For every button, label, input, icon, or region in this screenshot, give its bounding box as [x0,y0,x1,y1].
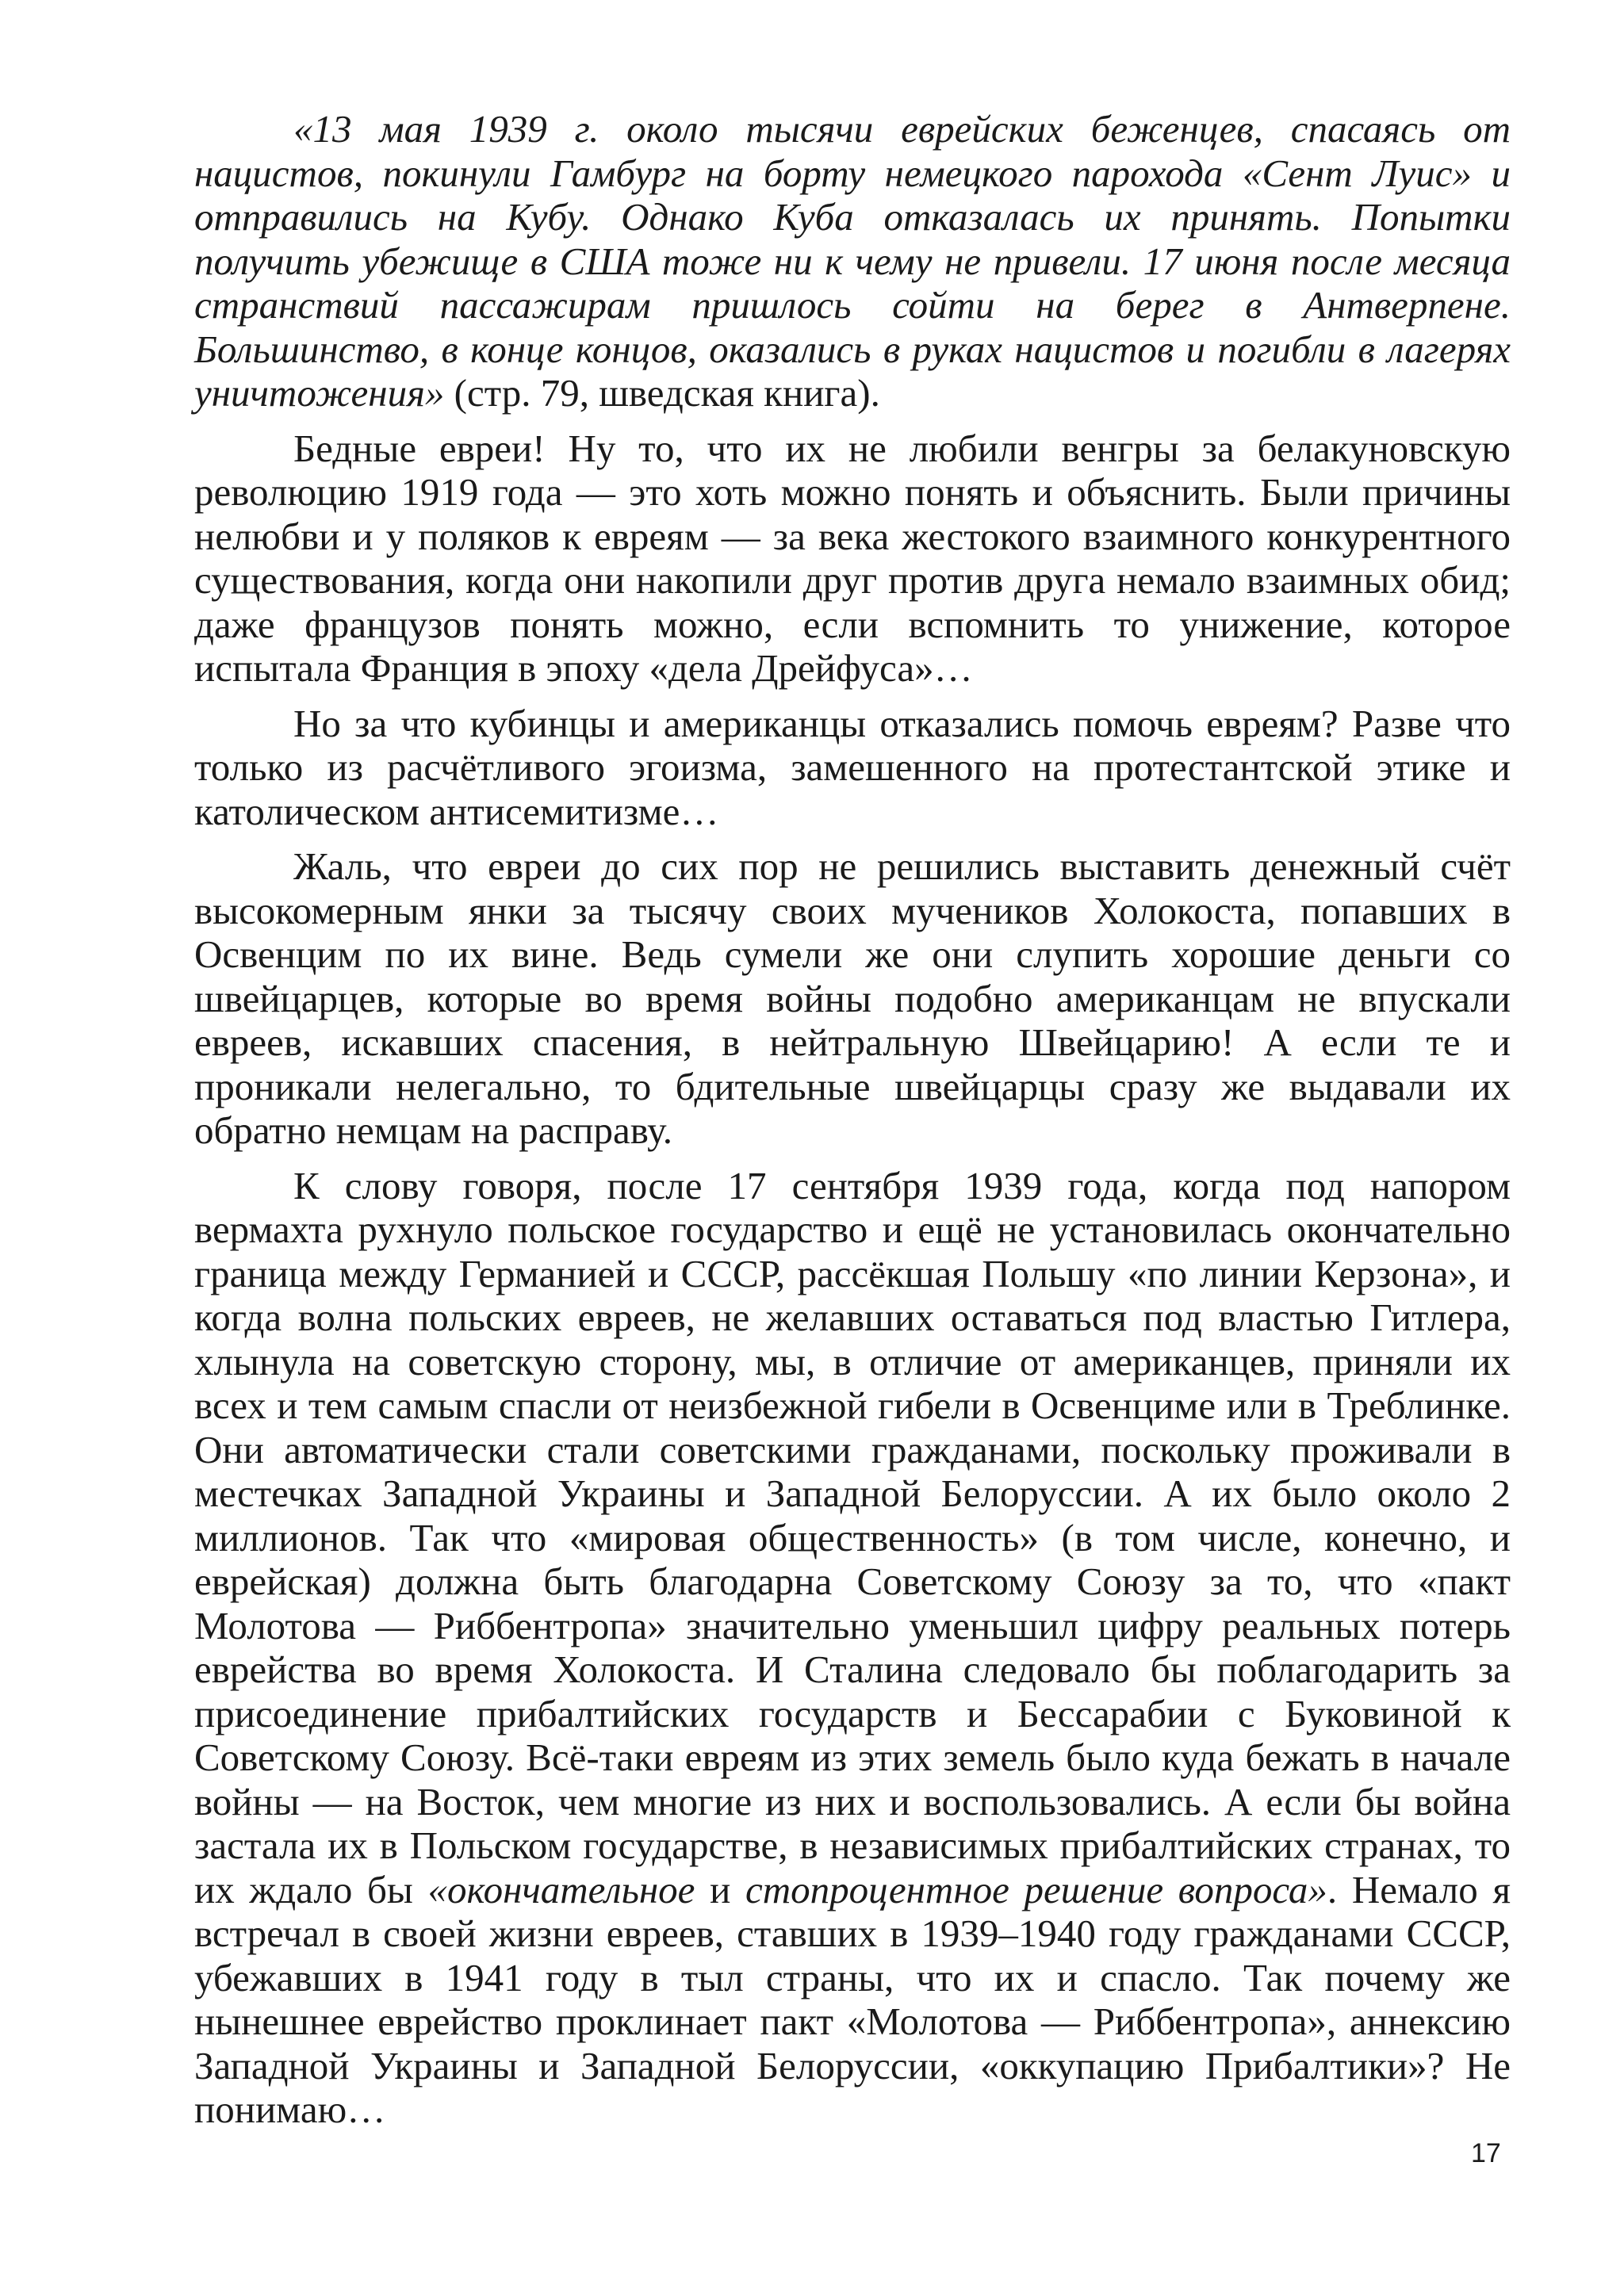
paragraph [194,1164,1511,2132]
text-segment: Бедные евреи! Ну то, что их не любили венгры за белакуновскую революцию 1919 года — это хоть можно понять и объяснить. Были причины нелюбви и у поляков к евреям — за века жестокого взаимного конкурентного существования, когда они накопили друг против друга немало взаимных обид; даже французов понять можно, если вспомнить то унижение, которое испытала Франция в эпоху «дела Дрейфуса»… [194,426,1511,690]
text-segment: и [695,1867,746,1911]
text-segment: К слову говоря, после 17 сентября 1939 года, когда под напором вермахта рухнуло польское государство и ещё не установилась окончательно граница между Германией и СССР, рассёкшая Польшу «по линии Керзона», и когда волна польских евреев, не желавших оставаться под властью Гитлера, хлынула на советскую сторону, мы, в отличие от американцев, приняли их всех и тем самым спасли от неизбежной гибели в Освенциме или в Треблинке. Они автоматически стали советскими гражданами, поскольку проживали в местечках Западной Украины и Западной Белоруссии. А их было около 2 миллионов. Так что «мировая общественность» (в том числе, конечно, и еврейская) должна быть благодарна Советскому Союзу за то, что «пакт Молотова — Риббентропа» значительно уменьшил цифру реальных потерь еврейства во время Холокоста. И Сталина следовало бы поблагодарить за присоединение прибалтийских государств и Бессарабии с Буковиной к Советскому Союзу. Всё-таки евреям из этих земель было куда бежать в начале войны — на Восток, чем многие из них и воспользовались. А если бы война застала их в Польском государстве, в независимых прибалтийских странах, то их ждало бы [194,1163,1511,1911]
text-segment: (стр. 79, шведская книга). [444,371,880,415]
text-segment: Но за что кубинцы и американцы отказались помочь евреям? Разве что только из расчётливого эгоизма, замешенного на протестантской этике и католическом антисемитизме… [194,701,1511,833]
paragraph [194,427,1511,691]
paragraph [194,702,1511,834]
paragraph [194,844,1511,1153]
text-segment: «13 мая 1939 г. около тысячи еврейских беженцев, спасаясь от нацистов, покинули Гамбург на борту немецкого парохода «Сент Луис» и отправились на Кубу. Однако Куба отказалась их принять. Попытки получить убежище в США тоже ни к чему не привели. 17 июня после месяца странствий пассажирам пришлось сойти на берег в Антверпене. Большинство, в конце концов, оказались в руках нацистов и погибли в лагерях уничтожения» [194,107,1511,415]
paragraph-quote [194,107,1511,415]
text-segment: . Немало я встречал в своей жизни евреев, ставших в 1939–1940 году гражданами СССР, убежавших в 1941 году в тыл страны, что их и спасло. Так почему же нынешнее еврейство проклинает пакт «Молотова — Риббентропа», аннексию Западной Украины и Западной Белоруссии, «оккупацию Прибалтики»? Не понимаю… [194,1867,1511,2131]
page-number: 17 [1471,2138,1501,2168]
page-body [194,107,1511,2132]
text-segment: стопроцентное решение вопроса» [745,1867,1327,1911]
text-segment: «окончательное [427,1867,695,1911]
text-segment: Жаль, что евреи до сих пор не решились выставить денежный счёт высокомерным янки за тысячу своих мучеников Холокоста, попавших в Освенцим по их вине. Ведь сумели же они слупить хорошие деньги со швейцарцев, которые во время войны подобно американцам не впускали евреев, искавших спасения, в нейтральную Швейцарию! А если те и проникали нелегально, то бдительные швейцарцы сразу же выдавали их обратно немцам на расправу. [194,844,1511,1152]
